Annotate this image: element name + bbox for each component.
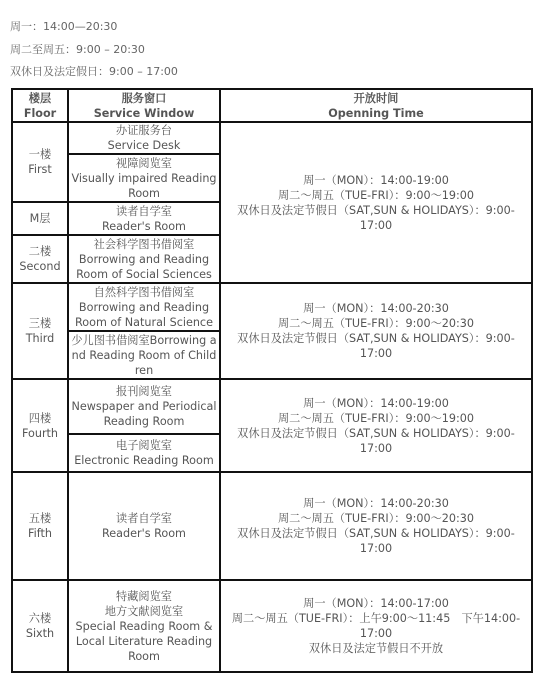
window-en: Visually impaired Reading Room <box>71 171 217 200</box>
floor-cell-first <box>12 122 68 202</box>
window-cn: 报刊阅览室 <box>116 385 172 398</box>
window-en: Reader's Room <box>102 527 186 540</box>
window-cn: 读者自学室 <box>116 512 172 525</box>
table-row <box>12 472 532 580</box>
window-en: Service Desk <box>107 139 181 152</box>
floor-cell-fourth <box>12 379 68 472</box>
header-floor-cn: 楼层 <box>28 91 52 105</box>
window-label: 少儿图书借阅室Borrowing and Reading Room of Children <box>71 333 217 377</box>
floor-en: First <box>28 163 52 176</box>
table-row <box>12 580 532 672</box>
time-weekday: 周二～周五（TUE-FRI）：9:00～19:00 <box>277 411 475 425</box>
table-row <box>12 283 532 331</box>
floor-cn: 四楼 <box>28 411 52 425</box>
window-en: Borrowing and Reading Room of Natural Science <box>75 300 213 329</box>
time-monday: 周一（MON）：14:00-19:00 <box>303 396 449 410</box>
floor-en: Sixth <box>25 627 55 640</box>
window-cell <box>68 580 220 672</box>
window-line: Special Reading Room & Local Literature Reading Room <box>75 619 213 663</box>
hours-line-monday: 周一：14:00—20:30 <box>10 20 118 33</box>
time-monday: 周一（MON）：14:00-20:30 <box>303 302 449 315</box>
floor-cn: 六楼 <box>28 612 52 625</box>
header-window-cn: 服务窗口 <box>121 91 167 105</box>
hours-line-weekend: 双休日及法定假日：9:00 – 17:00 <box>10 65 178 78</box>
floor-en: Third <box>25 332 55 345</box>
floor-cell-m <box>12 202 68 235</box>
window-en: Newspaper and Periodical Reading Room <box>71 400 217 428</box>
floor-label: M层 <box>29 212 51 225</box>
window-cell <box>68 235 220 283</box>
time-weekday: 周二～周五（TUE-FRI）：9:00～20:30 <box>277 512 475 525</box>
header-floor-en: Floor <box>23 106 57 120</box>
window-cell <box>68 434 220 472</box>
time-weekend: 双休日及法定节假日（SAT,SUN & HOLIDAYS）：9:00-17:00 <box>237 527 515 555</box>
window-cell <box>68 122 220 154</box>
floor-cell-second <box>12 235 68 283</box>
time-monday: 周一（MON）：14:00-20:30 <box>303 497 449 510</box>
time-cell <box>220 379 532 472</box>
window-cell <box>68 472 220 580</box>
floor-cn: 五楼 <box>28 512 52 525</box>
floor-cn: 二楼 <box>28 245 52 258</box>
floor-en: Second <box>19 260 61 273</box>
time-weekend: 双休日及法定节假日（SAT,SUN & HOLIDAYS）：9:00-17:00 <box>237 332 515 360</box>
time-weekend: 双休日及法定节假日（SAT,SUN & HOLIDAYS）：9:00-17:00 <box>237 203 515 232</box>
window-cell <box>68 154 220 202</box>
time-weekend: 双休日及法定节假日不开放 <box>308 642 444 655</box>
window-cell <box>68 283 220 331</box>
floor-cn: 一楼 <box>28 148 52 161</box>
time-weekday: 周二～周五（TUE-FRI）：9:00～20:30 <box>277 317 475 330</box>
window-cell <box>68 202 220 235</box>
window-cn: 读者自学室 <box>116 204 172 218</box>
window-cn: 电子阅览室 <box>116 439 172 452</box>
window-cell <box>68 379 220 434</box>
time-weekday: 周二～周五（TUE-FRI）：上午9:00～11:45 下午14:00-17:00 <box>231 612 521 640</box>
table-header-row <box>12 89 532 122</box>
window-en: Reader's Room <box>102 219 186 233</box>
header-time <box>220 89 532 122</box>
header-floor <box>12 89 68 122</box>
window-line: 地方文献阅览室 <box>104 604 184 618</box>
time-cell <box>220 580 532 672</box>
time-cell <box>220 122 532 283</box>
header-time-cn: 开放时间 <box>353 91 399 105</box>
table-row <box>12 122 532 154</box>
window-cell <box>68 331 220 379</box>
header-window-en: Service Window <box>93 106 195 120</box>
floor-en: Fifth <box>28 527 52 540</box>
time-weekday: 周二～周五（TUE-FRI）：9:00～19:00 <box>277 188 475 202</box>
window-cn: 社会科学图书借阅室 <box>93 237 195 251</box>
time-cell <box>220 283 532 379</box>
time-weekend: 双休日及法定节假日（SAT,SUN & HOLIDAYS）：9:00-17:00 <box>237 426 515 455</box>
floor-cell-sixth <box>12 580 68 672</box>
opening-hours-table <box>11 88 533 673</box>
header-time-en: Openning Time <box>328 106 424 120</box>
hours-line-weekday: 周二至周五：9:00 – 20:30 <box>10 43 145 56</box>
floor-cell-fifth <box>12 472 68 580</box>
time-cell <box>220 472 532 580</box>
floor-cn: 三楼 <box>28 317 52 330</box>
floor-cell-third <box>12 283 68 379</box>
window-cn: 视障阅览室 <box>116 156 172 170</box>
header-window <box>68 89 220 122</box>
window-line: 特藏阅览室 <box>116 589 172 603</box>
floor-en: Fourth <box>21 426 59 440</box>
window-cn: 自然科学图书借阅室 <box>93 285 195 299</box>
time-monday: 周一（MON）：14:00-17:00 <box>303 597 449 610</box>
window-en: Borrowing and Reading Room of Social Sciences <box>76 252 212 281</box>
table-row <box>12 379 532 434</box>
window-cn: 办证服务台 <box>116 124 172 137</box>
time-monday: 周一（MON）：14:00-19:00 <box>303 173 449 187</box>
window-en: Electronic Reading Room <box>74 454 214 467</box>
